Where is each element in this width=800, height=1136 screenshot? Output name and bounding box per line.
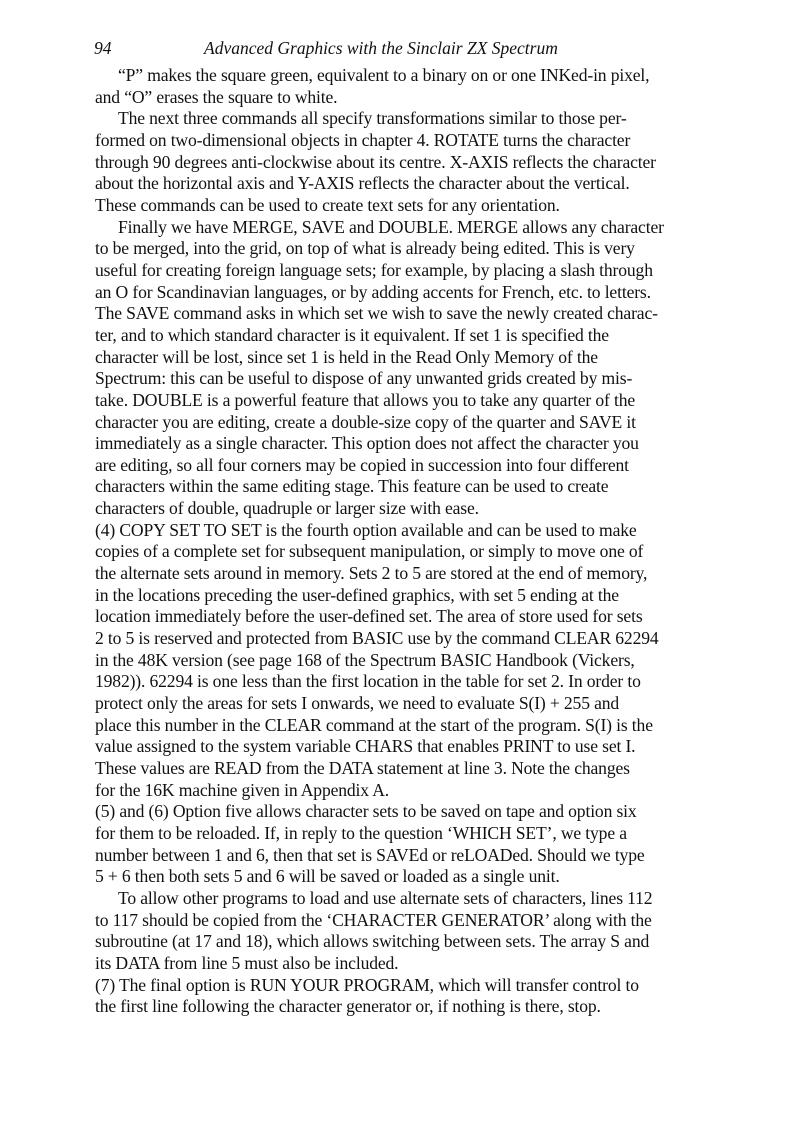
text-line: subroutine (at 17 and 18), which allows switching between sets. The array S and <box>95 931 650 952</box>
text-line: characters of double, quadruple or larger size with ease. <box>95 498 479 519</box>
text-line: for them to be reloaded. If, in reply to the question ‘WHICH SET’, we type a <box>95 822 627 843</box>
text-line: to 117 should be copied from the ‘CHARACTER GENERATOR’ along with the <box>95 909 652 930</box>
text-line: in the locations preceding the user-defined graphics, with set 5 ending at the <box>95 584 619 605</box>
text-line: are editing, so all four corners may be copied in succession into four different <box>95 454 629 475</box>
text-line: value assigned to the system variable CHARS that enables PRINT to use set I. <box>95 736 636 757</box>
page-number: 94 <box>94 38 112 58</box>
text-line: immediately as a single character. This option does not affect the character you <box>95 433 639 454</box>
text-line: copies of a complete set for subsequent manipulation, or simply to move one of <box>95 541 644 562</box>
text-line: character you are editing, create a double-size copy of the quarter and SAVE it <box>95 411 636 432</box>
text-line: The next three commands all specify transformations similar to those per- <box>118 108 627 129</box>
text-line: To allow other programs to load and use alternate sets of characters, lines 112 <box>118 887 653 908</box>
text-line: “P” makes the square green, equivalent to a binary on or one INKed-in pixel, <box>118 65 650 85</box>
text-line: 5 + 6 then both sets 5 and 6 will be saved or loaded as a single unit. <box>95 866 560 887</box>
text-line: number between 1 and 6, then that set is SAVEd or reLOADed. Should we type <box>95 844 645 865</box>
text-line: (4) COPY SET TO SET is the fourth option available and can be used to make <box>95 519 637 540</box>
text-line: through 90 degrees anti-clockwise about its centre. X-AXIS reflects the character <box>95 151 656 172</box>
text-line: location immediately before the user-defined set. The area of store used for sets <box>95 606 643 627</box>
text-line: for the 16K machine given in Appendix A. <box>95 779 390 800</box>
text-line: its DATA from line 5 must also be included. <box>95 952 399 973</box>
text-line: an O for Scandinavian languages, or by adding accents for French, etc. to letters. <box>95 281 651 302</box>
text-line: 2 to 5 is reserved and protected from BASIC use by the command CLEAR 62294 <box>95 628 659 649</box>
text-line: to be merged, into the grid, on top of what is already being edited. This is very <box>95 238 635 259</box>
text-line: Spectrum: this can be useful to dispose of any unwanted grids created by mis- <box>95 368 633 389</box>
running-header <box>94 38 734 62</box>
text-line: take. DOUBLE is a powerful feature that allows you to take any quarter of the <box>95 389 636 410</box>
text-line: (7) The final option is RUN YOUR PROGRAM, which will transfer control to <box>95 974 639 995</box>
text-line: These values are READ from the DATA statement at line 3. Note the changes <box>95 758 630 778</box>
text-line: ter, and to which standard character is it equivalent. If set 1 is specified the <box>95 324 609 345</box>
text-line: place this number in the CLEAR command at the start of the program. S(I) is the <box>95 714 653 735</box>
text-line: characters within the same editing stage. This feature can be used to create <box>95 476 609 497</box>
text-line: (5) and (6) Option five allows character sets to be saved on tape and option six <box>95 801 637 822</box>
text-line: the alternate sets around in memory. Sets 2 to 5 are stored at the end of memory, <box>95 563 648 584</box>
text-line: Finally we have MERGE, SAVE and DOUBLE. MERGE allows any character <box>118 216 664 237</box>
body-text <box>95 65 735 1018</box>
running-title: Advanced Graphics with the Sinclair ZX Spectrum <box>204 38 558 58</box>
text-line: the first line following the character generator or, if nothing is there, stop. <box>95 996 601 1017</box>
text-line: The SAVE command asks in which set we wish to save the newly created charac- <box>95 303 658 324</box>
text-line: These commands can be used to create text sets for any orientation. <box>95 194 560 215</box>
text-line: about the horizontal axis and Y-AXIS reflects the character about the vertical. <box>95 173 630 194</box>
text-line: character will be lost, since set 1 is held in the Read Only Memory of the <box>95 346 598 367</box>
text-line: in the 48K version (see page 168 of the Spectrum BASIC Handbook (Vickers, <box>95 649 635 670</box>
text-line: protect only the areas for sets I onwards, we need to evaluate S(I) + 255 and <box>95 693 620 714</box>
text-line: formed on two-dimensional objects in chapter 4. ROTATE turns the character <box>95 129 631 150</box>
text-line: 1982)). 62294 is one less than the first location in the table for set 2. In order to <box>95 671 641 692</box>
text-line: useful for creating foreign language sets; for example, by placing a slash through <box>95 259 653 280</box>
text-line: and “O” erases the square to white. <box>95 86 338 107</box>
